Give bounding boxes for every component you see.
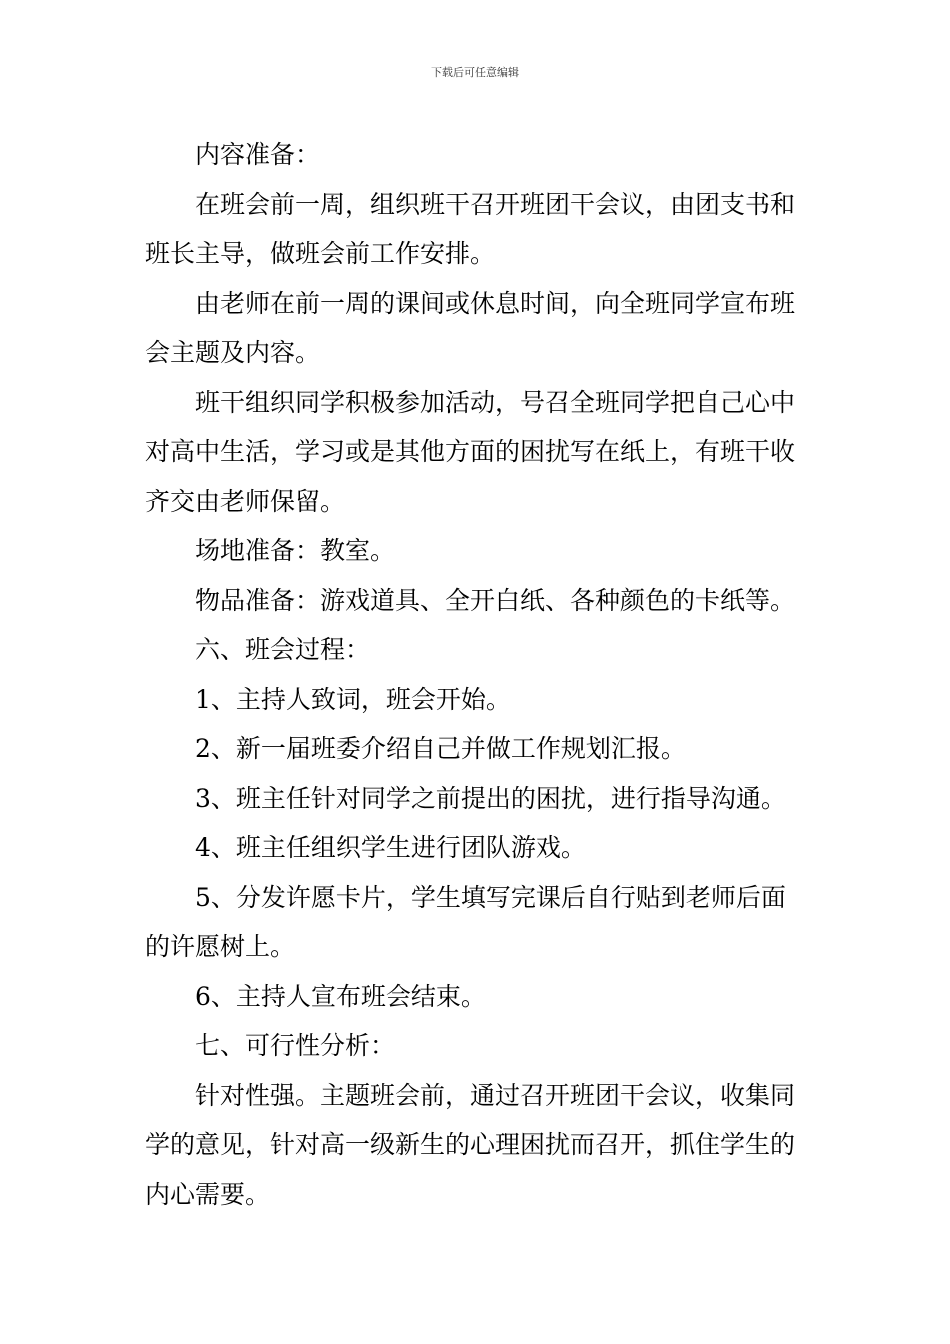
process-step-6: 6、主持人宣布班会结束。 xyxy=(195,981,486,1011)
process-step-2: 2、新一届班委介绍自己并做工作规划汇报。 xyxy=(195,734,686,763)
page-header-note: 下载后可任意编辑 xyxy=(431,66,519,79)
paragraph-supplies: 物品准备：游戏道具、全开白纸、各种颜色的卡纸等。 xyxy=(195,585,796,615)
paragraph-teacher-announce: 由老师在前一周的课间或休息时间，向全班同学宣布班会主题及内容。 xyxy=(145,288,796,367)
document-body xyxy=(145,130,809,1219)
paragraph-content-prep: 内容准备： xyxy=(195,140,321,169)
paragraph-collect-concerns: 班干组织同学积极参加活动，号召全班同学把自己心中对高中生活，学习或是其他方面的困扰写在纸上，有班干收齐交由老师保留。 xyxy=(145,387,796,516)
process-step-5: 5、分发许愿卡片，学生填写完课后自行贴到老师后面的许愿树上。 xyxy=(145,882,786,961)
process-step-1: 1、主持人致词，班会开始。 xyxy=(195,684,511,714)
process-step-4: 4、班主任组织学生进行团队游戏。 xyxy=(195,833,586,862)
section-heading-process: 六、班会过程： xyxy=(195,635,371,664)
paragraph-venue: 场地准备：教室。 xyxy=(195,536,396,565)
process-step-3: 3、班主任针对同学之前提出的困扰，进行指导沟通。 xyxy=(195,783,786,813)
paragraph-meeting-week: 在班会前一周，组织班干召开班团干会议，由团支书和班长主导，做班会前工作安排。 xyxy=(145,189,796,268)
paragraph-feasibility: 针对性强。主题班会前，通过召开班团干会议，收集同学的意见，针对高一级新生的心理困扰而召开，抓住学生的内心需要。 xyxy=(145,1080,796,1209)
section-heading-feasibility: 七、可行性分析： xyxy=(195,1031,396,1060)
